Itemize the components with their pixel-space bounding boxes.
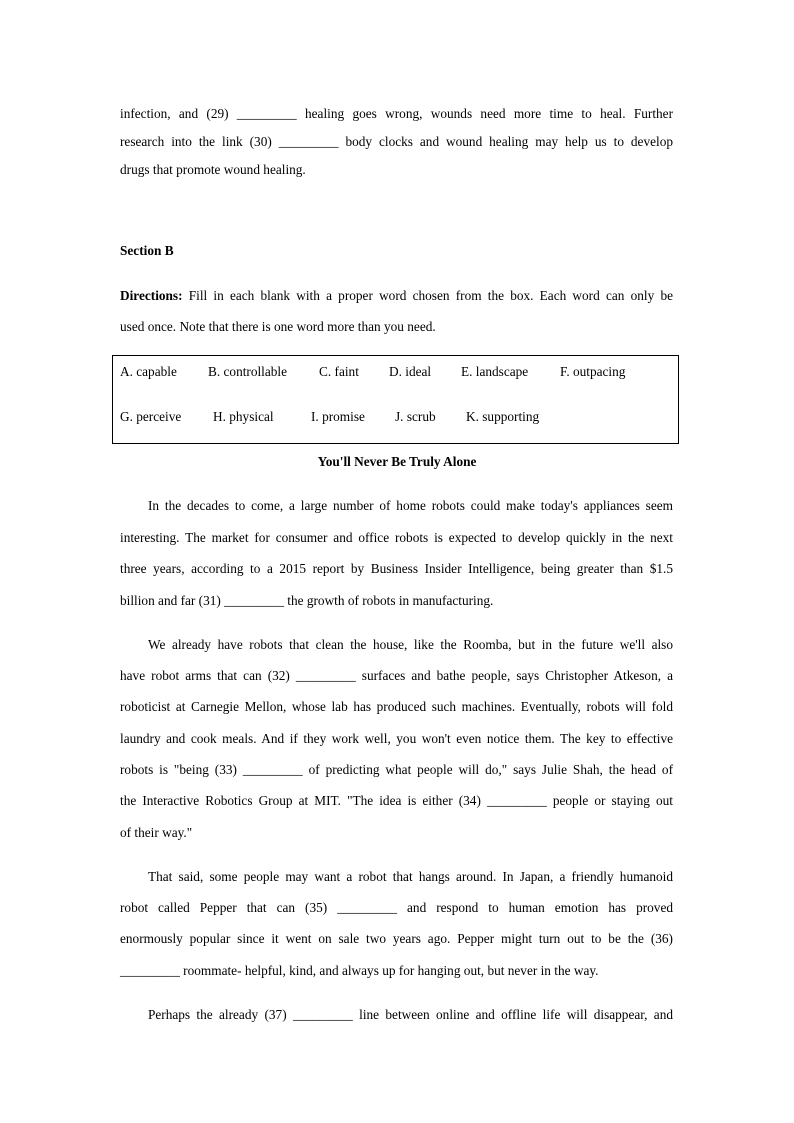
p1-line-3: three years, according to a 2015 report by Business Insider Intelligence, being greater than $1.5 xyxy=(120,561,673,576)
option-k: K. supporting xyxy=(466,409,540,424)
section-a-line-2: research into the link (30) _________ body clocks and wound healing may help us to develop xyxy=(120,134,673,149)
option-e: E. landscape xyxy=(461,364,529,379)
p2-line-5: robots is "being (33) _________ of predicting what people will do," says Julie Shah, the head of xyxy=(120,762,673,777)
section-a-line-1: infection, and (29) _________ healing goes wrong, wounds need more time to heal. Further xyxy=(120,106,673,121)
option-d: D. ideal xyxy=(389,364,432,379)
p1-line-1: In the decades to come, a large number of home robots could make today's appliances seem xyxy=(148,498,673,513)
option-i: I. promise xyxy=(311,409,365,424)
option-h: H. physical xyxy=(213,409,274,424)
p2-line-7: of their way." xyxy=(120,825,193,840)
option-g: G. perceive xyxy=(120,409,182,424)
p1-line-2: interesting. The market for consumer and office robots is expected to develop quickly in the next xyxy=(120,530,673,545)
word-bank-box xyxy=(112,355,679,444)
directions-line-1 xyxy=(120,287,673,304)
option-b: B. controllable xyxy=(208,364,288,379)
option-f: F. outpacing xyxy=(560,364,626,379)
p2-line-1: We already have robots that clean the house, like the Roomba, but in the future we'll also xyxy=(148,637,673,652)
p4-line-1: Perhaps the already (37) _________ line between online and offline life will disappear, and xyxy=(148,1007,673,1022)
p3-line-3: enormously popular since it went on sale two years ago. Pepper might turn out to be the (36) xyxy=(120,931,673,946)
section-a-line-3: drugs that promote wound healing. xyxy=(120,162,306,177)
option-j: J. scrub xyxy=(395,409,436,424)
p2-line-2: have robot arms that can (32) _________ surfaces and bathe people, says Christopher Atkeson, a xyxy=(120,668,673,683)
p3-line-4: _________ roommate- helpful, kind, and always up for hanging out, but never in the way. xyxy=(120,963,599,978)
directions-label: Directions: xyxy=(120,288,183,303)
p3-line-1: That said, some people may want a robot that hangs around. In Japan, a friendly humanoid xyxy=(148,869,673,884)
directions-line-2: used once. Note that there is one word more than you need. xyxy=(120,319,436,334)
passage-title: You'll Never Be Truly Alone xyxy=(317,454,477,469)
option-c: C. faint xyxy=(319,364,359,379)
option-a: A. capable xyxy=(120,364,177,379)
directions-text-1: Fill in each blank with a proper word chosen from the box. Each word can only be xyxy=(188,288,673,303)
p2-line-3: roboticist at Carnegie Mellon, whose lab has produced such machines. Eventually, robots will fold xyxy=(120,699,673,714)
section-b-heading: Section B xyxy=(120,243,174,258)
p2-line-4: laundry and cook meals. And if they work well, you won't even notice them. The key to effective xyxy=(120,731,673,746)
p2-line-6: the Interactive Robotics Group at MIT. "The idea is either (34) _________ people or staying out xyxy=(120,793,673,808)
p3-line-2: robot called Pepper that can (35) _________ and respond to human emotion has proved xyxy=(120,900,673,915)
p1-line-4: billion and far (31) _________ the growth of robots in manufacturing. xyxy=(120,593,494,608)
